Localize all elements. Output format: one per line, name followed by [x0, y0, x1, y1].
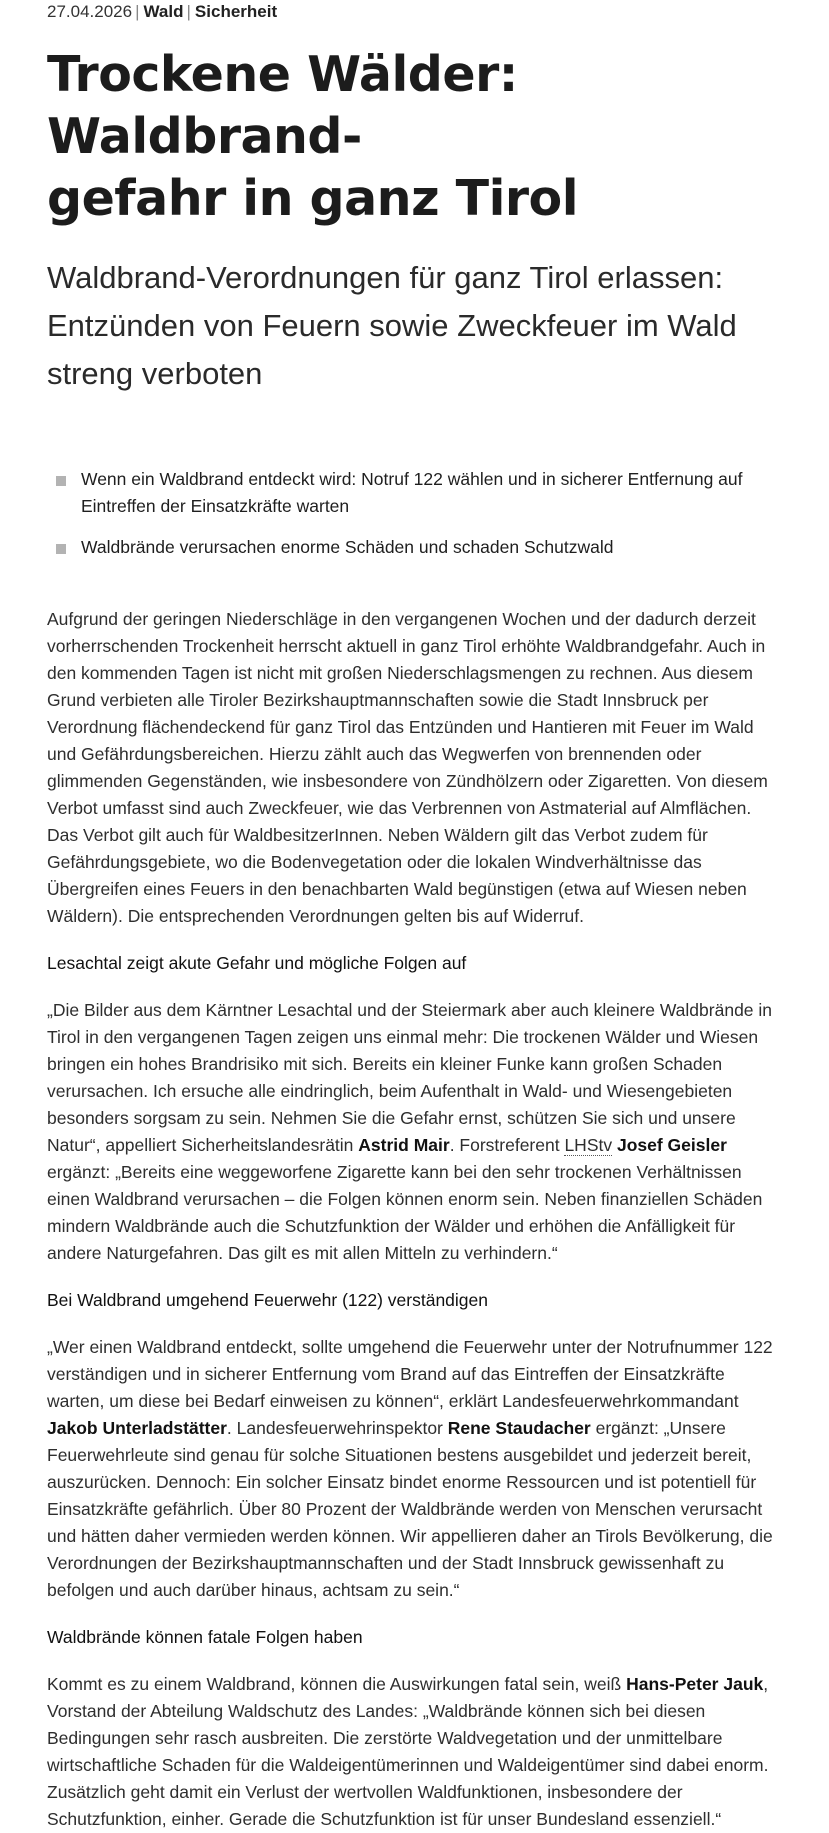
body-paragraph: [47, 1671, 782, 1833]
paragraph-text: „Wer einen Waldbrand entdeckt, sollte umgehend die Feuerwehr unter der Notrufnummer 122 verständigen und in sicherer Entfernung vom Brand auf das Eintreffen der Einsatzkräfte warten, um diese bei Bedarf einweisen zu können“, erklärt Landesfeuerwehrkommandant: [47, 1337, 773, 1411]
paragraph-text: . Landesfeuerwehrinspektor: [226, 1418, 448, 1438]
person-name: Jakob Unterladstätter: [47, 1418, 227, 1438]
body-paragraph: Aufgrund der geringen Niederschläge in den vergangenen Wochen und der dadurch derzeit vorherrschenden Trockenheit herrscht aktuell in ganz Tirol erhöhte Waldbrandgefahr. Auch in den kommenden Tagen ist nicht mit großen Niederschlagsmengen zu rechnen. Aus diesem Grund verbieten alle Tiroler Bezirkshauptmannschaften sowie die Stadt Innsbruck per Verordnung flächendeckend für ganz Tirol das Entzünden und Hantieren mit Feuer im Wald und Gefährdungsbereichen. Hierzu zählt auch das Wegwerfen von brennenden oder glimmenden Gegenständen, wie insbesondere von Zündhölzern oder Zigaretten. Von diesem Verbot umfasst sind auch Zweckfeuer, wie das Verbrennen von Astmaterial auf Almflächen. Das Verbot gilt auch für WaldbesitzerInnen. Neben Wäldern gilt das Verbot zudem für Gefährdungsgebiete, wo die Bodenvegetation oder die lokalen Windverhältnisse das Übergreifen eines Feuers in den benachbarten Wald begünstigen (etwa auf Wiesen neben Wäldern). Die entsprechenden Verordnungen gelten bis auf Widerruf.: [47, 609, 768, 926]
highlight-item: [47, 466, 782, 520]
article-date: 27.04.2026: [47, 2, 133, 21]
article-body: [47, 606, 782, 1833]
person-name: Josef Geisler: [616, 1135, 727, 1155]
body-paragraph: [47, 1334, 782, 1604]
paragraph-text: , Vorstand der Abteilung Waldschutz des Landes: „Waldbrände können sich bei diesen Bedingungen sehr rasch ausbreiten. Die zerstörte Waldvegetation und der unmittelbare wirtschaftliche Schaden für die Waldeigentümerinnen und Waldeigentümer sind dabei enorm. Zusätzlich geht damit ein Verlust der wertvollen Waldfunktionen, insbesondere der Schutzfunktion, einher. Gerade die Schutzfunktion ist für unser Bundesland essenziell.“: [47, 1674, 769, 1829]
category-link-wald[interactable]: Wald: [143, 2, 184, 21]
category-link-sicherheit[interactable]: Sicherheit: [194, 2, 278, 21]
abbreviation-lhstv[interactable]: LHStv: [564, 1135, 613, 1155]
article-title: Trockene Wälder: Waldbrand- gefahr in ganz Tirol: [47, 46, 578, 227]
person-name: Rene Staudacher: [447, 1418, 591, 1438]
section-heading: Lesachtal zeigt akute Gefahr und mögliche Folgen auf: [47, 953, 467, 973]
person-name: Hans-Peter Jauk: [626, 1674, 764, 1694]
body-paragraph: [47, 997, 782, 1267]
highlight-text: Waldbrände verursachen enorme Schäden und schaden Schutzwald: [81, 537, 614, 557]
article-lead: Waldbrand-Verordnungen für ganz Tirol erlassen: Entzünden von Feuern sowie Zweckfeuer im Wald streng verboten: [47, 260, 737, 391]
meta-separator: |: [186, 2, 191, 21]
paragraph-text: ergänzt: „Bereits eine weggeworfene Zigarette kann bei den sehr trockenen Verhältnissen einen Waldbrand verursachen – die Folgen können enorm sein. Neben finanziellen Schäden mindern Waldbrände auch die Schutzfunktion der Wälder und erhöhen die Anfälligkeit für andere Naturgefahren. Das gilt es mit allen Mitteln zu verhindern.“: [47, 1162, 763, 1263]
paragraph-text: „Die Bilder aus dem Kärntner Lesachtal und der Steiermark aber auch kleinere Waldbrände in Tirol in den vergangenen Tagen zeigen uns einmal mehr: Die trockenen Wälder und Wiesen bringen ein hohes Brandrisiko mit sich. Bereits ein kleiner Funke kann großen Schaden verursachen. Ich ersuche alle eindringlich, beim Aufenthalt in Wald- und Wiesengebieten besonders sorgsam zu sein. Nehmen Sie die Gefahr ernst, schützen Sie sich und unsere Natur“, appelliert Sicherheitslandesrätin: [47, 1000, 773, 1155]
section-heading: Bei Waldbrand umgehend Feuerwehr (122) verständigen: [47, 1290, 488, 1310]
section-heading: Waldbrände können fatale Folgen haben: [47, 1627, 363, 1647]
highlight-item: [47, 534, 782, 561]
bullet-square-icon: [56, 544, 66, 554]
paragraph-text: . Forstreferent: [449, 1135, 565, 1155]
person-name: Astrid Mair: [358, 1135, 450, 1155]
highlight-text: Wenn ein Waldbrand entdeckt wird: Notruf 122 wählen und in sicherer Entfernung auf Eintreffen der Einsatzkräfte warten: [81, 469, 743, 516]
article-meta: [47, 0, 782, 24]
article-highlights: [47, 466, 782, 561]
article-title-line2: gefahr in ganz Tirol: [47, 170, 578, 227]
bullet-square-icon: [56, 476, 66, 486]
paragraph-text: Kommt es zu einem Waldbrand, können die Auswirkungen fatal sein, weiß: [47, 1674, 627, 1694]
meta-separator: |: [135, 2, 140, 21]
paragraph-text: ergänzt: „Unsere Feuerwehrleute sind genau für solche Situationen bestens ausgebildet und jederzeit bereit, auszurücken. Dennoch: Ein solcher Einsatz bindet enorme Ressourcen und ist potentiell für Einsatzkräfte gefährlich. Über 80 Prozent der Waldbrände werden von Menschen verursacht und hätten daher vermieden werden können. Wir appellieren daher an Tirols Bevölkerung, die Verordnungen der Bezirkshauptmannschaften und der Stadt Innsbruck gewissenhaft zu befolgen und auch darüber hinaus, achtsam zu sein.“: [47, 1418, 773, 1600]
